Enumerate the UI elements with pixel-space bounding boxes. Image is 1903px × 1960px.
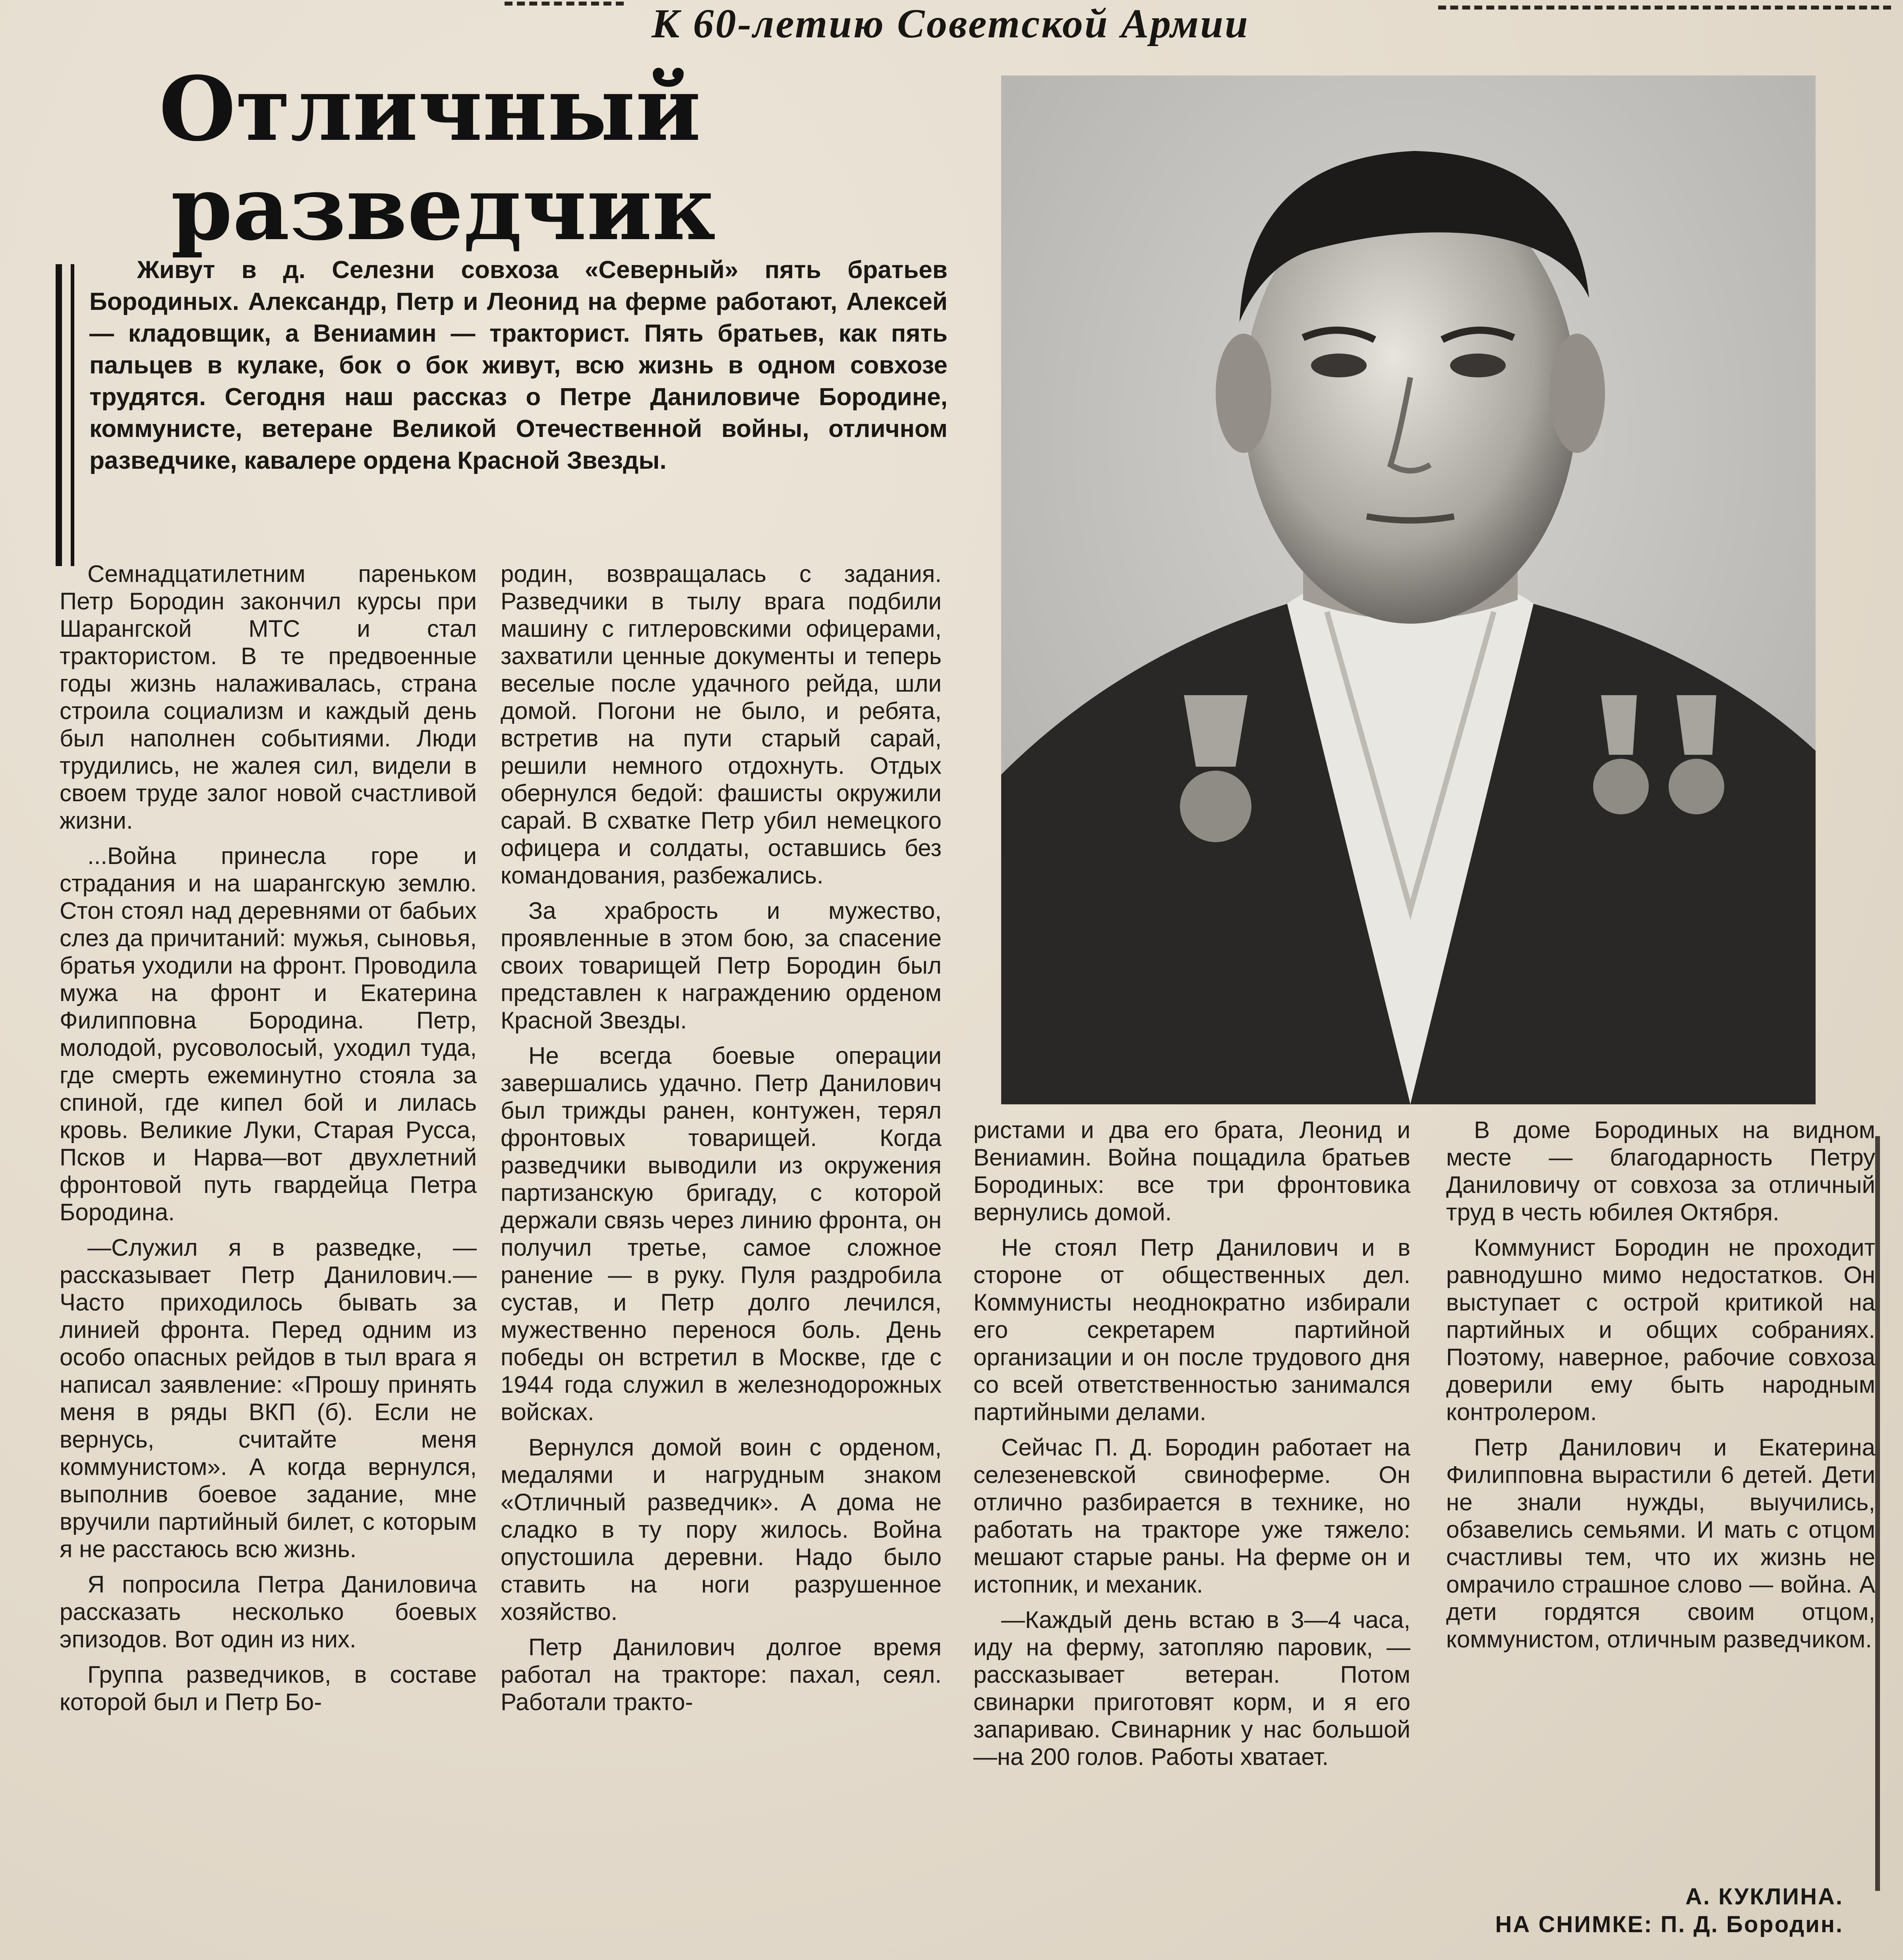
paragraph: Группа разведчиков, в составе которой был и Петр Бо- xyxy=(60,1661,477,1715)
paragraph: ...Война принесла горе и страдания и на шарангскую землю. Стон стоял над деревнями от бабьих слез да причитаний: мужья, сыновья, братья уходили на фронт. Проводила мужа на фронт и Екатерина Филипповна Бородина. Петр, молодой, русоволосый, уходил туда, где смерть ежеминутно стояла за спиной, где кипел бой и лилась кровь. Великие Луки, Старая Русса, Псков и Нарва—вот двухлетний фронтовой путь гвардейца Петра Бородина. xyxy=(60,843,477,1225)
paragraph: Петр Данилович долгое время работал на тракторе: пахал, сеял. Работали тракто- xyxy=(501,1634,942,1715)
byline xyxy=(1446,1883,1843,1939)
photo-caption: НА СНИМКЕ: П. Д. Бородин. xyxy=(1495,1912,1843,1937)
portrait-image xyxy=(1001,75,1816,1104)
headline-line-1: Отличный xyxy=(159,58,701,161)
paragraph: Сейчас П. Д. Бородин работает на селезеневской свиноферме. Он отлично разбирается в технике, но работать на тракторе уже тяжело: мешают старые раны. На ферме он и истопник, и механик. xyxy=(973,1434,1410,1598)
headline xyxy=(159,60,914,258)
text-column-2 xyxy=(501,560,942,1724)
paragraph: Семнадцатилетним пареньком Петр Бородин закончил курсы при Шарангской МТС и стал трактористом. В те предвоенные годы жизнь налаживалась, страна строила социализм и каждый день был наполнен событиями. Люди трудились, не жалея сил, видели в своем труде залог новой счастливой жизни. xyxy=(60,561,477,834)
paragraph: Петр Данилович и Екатерина Филипповна вырастили 6 детей. Дети не знали нужды, выучились, обзавелись семьями. И мать с отцом счастливы тем, что их жизнь не омрачило страшное слово — война. А дети гордятся своим отцом, коммунистом, отличным разведчиком. xyxy=(1446,1434,1875,1653)
paragraph: Коммунист Бородин не проходит равнодушно мимо недостатков. Он выступает с острой критикой на партийных и общих собраниях. Поэтому, наверное, рабочие совхоза доверили ему быть народным контролером. xyxy=(1446,1234,1875,1425)
paragraph: Я попросила Петра Даниловича рассказать несколько боевых эпизодов. Вот один из них. xyxy=(60,1571,477,1653)
paragraph: —Каждый день встаю в 3—4 часа, иду на ферму, затопляю паровик, — рассказывает ветеран. Потом свинарки приготовят корм, и я его запариваю. Свинарник у нас большой—на 200 голов. Работы хватает. xyxy=(973,1606,1410,1770)
paragraph: Не стоял Петр Данилович и в стороне от общественных дел. Коммунисты неоднократно избирали его секретарем партийной организации и он после трудового дня со всей ответственностью занимался партийными делами. xyxy=(973,1234,1410,1425)
paragraph: За храбрость и мужество, проявленные в этом бою, за спасение своих товарищей Петр Бородин был представлен к награждению орденом Красной Звезды. xyxy=(501,897,942,1034)
author-name: А. КУКЛИНА. xyxy=(1685,1884,1843,1910)
paragraph: Не всегда боевые операции завершались удачно. Петр Данилович был трижды ранен, контужен, терял фронтовых товарищей. Когда разведчики выводили из окружения партизанскую бригаду, с которой держали связь через линию фронта, он получил третье, самое сложное ранение — в руку. Пуля раздробила сустав, и Петр долго лечился, мужественно перенося боль. День победы он встретил в Москве, где с 1944 года служил в железнодорожных войсках. xyxy=(501,1042,942,1425)
text-column-1 xyxy=(60,560,477,1724)
column-divider xyxy=(1875,1136,1880,1891)
top-rule-left xyxy=(505,2,624,10)
paragraph: Вернулся домой воин с орденом, медалями и нагрудным знаком «Отличный разведчик». А дома не сладко в ту пору жилось. Война опустошила деревни. Надо было ставить на ноги разрушенное хозяйство. xyxy=(501,1434,942,1625)
headline-line-2: разведчик xyxy=(171,157,716,260)
paragraph: родин, возвращалась с задания. Разведчики в тылу врага подбили машину с гитлеровскими офицерами, захватили ценные документы и теперь веселые после удачного рейда, шли домой. Погони не было, и ребята, встретив на пути старый сарай, решили немного отдохнуть. Отдых обернулся бедой: фашисты окружили сарай. В схватке Петр убил немецкого офицера и солдаты, оставшись без командования, разбежались. xyxy=(501,561,942,889)
paragraph: ристами и два его брата, Леонид и Вениамин. Война пощадила братьев Бородиных: все три фронтовика вернулись домой. xyxy=(973,1117,1410,1225)
lead-rule-thick xyxy=(56,264,62,566)
paragraph: —Служил я в разведке, — рассказывает Петр Данилович.—Часто приходилось бывать за линией фронта. Перед одним из особо опасных рейдов в тыл врага я написал заявление: «Прошу принять меня в ряды ВКП (б). Если не вернусь, считайте меня коммунистом». А когда вернулся, выполнив боевое задание, мне вручили партийный билет, с которым я не расстаюсь всю жизнь. xyxy=(60,1234,477,1562)
lead-rule-thin xyxy=(71,264,74,566)
lead-paragraph: Живут в д. Селезни совхоза «Северный» пять братьев Бородиных. Александр, Петр и Леонид на ферме работают, Алексей — кладовщик, а Вениамин — тракторист. Пять братьев, как пять пальцев в кулаке, бок о бок живут, всю жизнь в одном совхозе трудятся. Сегодня наш рассказ о Петре Даниловиче Бородине, коммунисте, ветеране Великой Отечественной войны, отличном разведчике, кавалере ордена Красной Звезды. xyxy=(89,256,948,474)
text-column-4 xyxy=(1446,1116,1875,1661)
top-rule-right xyxy=(1438,6,1891,10)
portrait-photo xyxy=(1001,75,1816,1104)
paragraph: В доме Бородиных на видном месте — благодарность Петру Даниловичу от совхоза за отличный труд в честь юбилея Октября. xyxy=(1446,1117,1875,1225)
text-column-3 xyxy=(973,1116,1410,1778)
rubric: К 60-летию Советской Армии xyxy=(652,1,1249,46)
